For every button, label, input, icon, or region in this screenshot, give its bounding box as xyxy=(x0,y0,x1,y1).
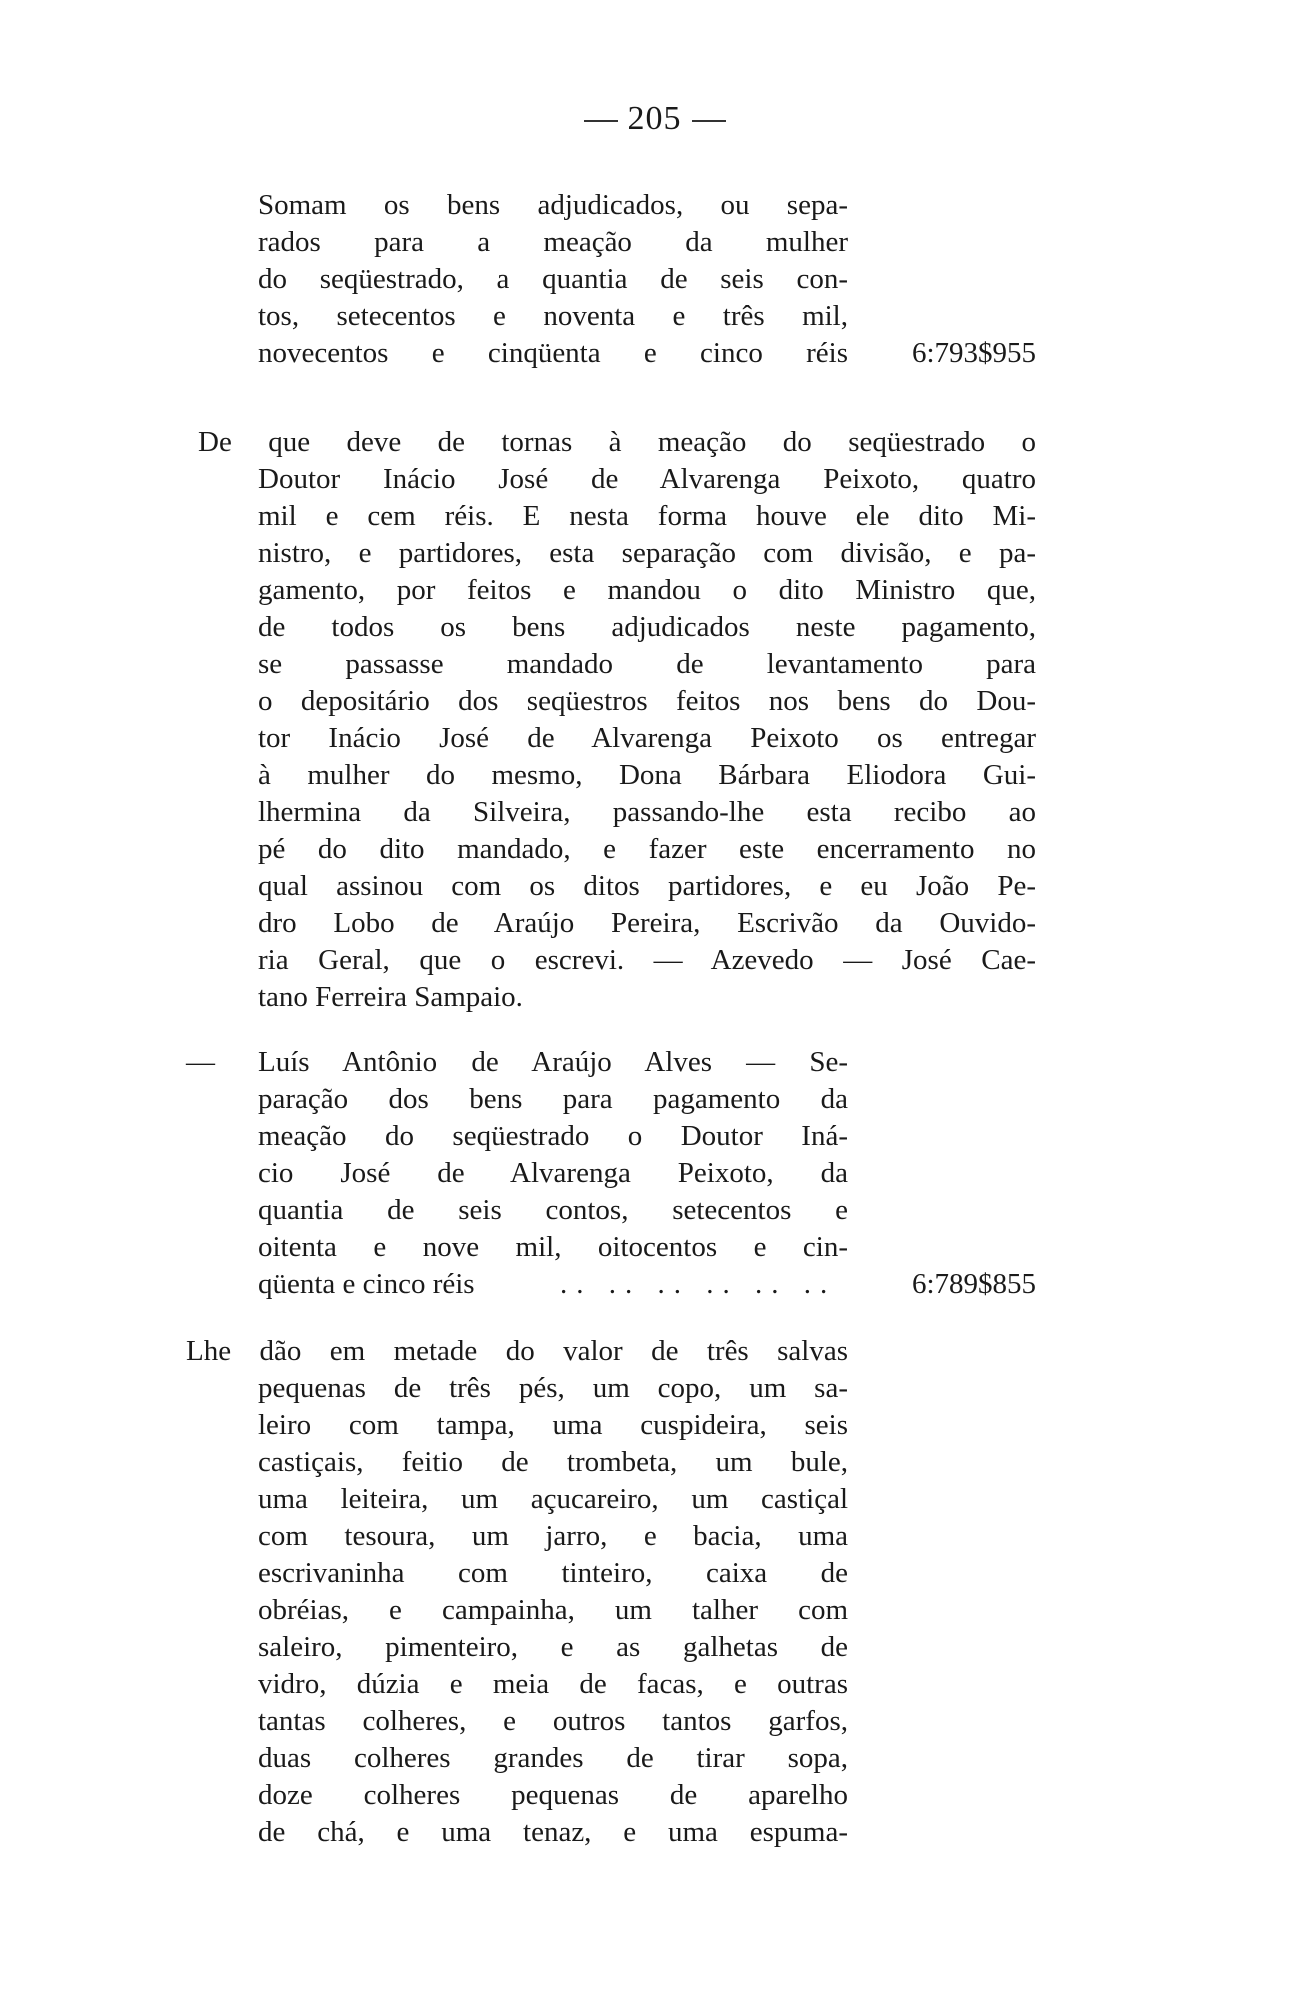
text-line: mil e cem réis. E nesta forma houve ele dito Mi- xyxy=(258,500,1036,532)
text-line: pequenas de três pés, um copo, um sa- xyxy=(258,1372,848,1404)
text-line: tantas colheres, e outros tantos garfos, xyxy=(258,1705,848,1737)
text-line: Somam os bens adjudicados, ou sepa- xyxy=(258,189,848,221)
text-line: pé do dito mandado, e fazer este encerramento no xyxy=(258,833,1036,865)
page-number xyxy=(0,100,1309,138)
text-line: lhermina da Silveira, passando-lhe esta recibo ao xyxy=(258,796,1036,828)
text-line: doze colheres pequenas de aparelho xyxy=(258,1779,848,1811)
page-number-dash-right xyxy=(692,120,726,122)
text-line: leiro com tampa, uma cuspideira, seis xyxy=(258,1409,848,1441)
text-line: tos, setecentos e noventa e três mil, xyxy=(258,300,848,332)
text-line: Luís Antônio de Araújo Alves — Se- xyxy=(258,1046,848,1078)
text-line: com tesoura, um jarro, e bacia, uma xyxy=(258,1520,848,1552)
text-line: meação do seqüestrado o Doutor Iná- xyxy=(258,1120,848,1152)
text-line: Doutor Inácio José de Alvarenga Peixoto, quatro xyxy=(258,463,1036,495)
text-line: escrivaninha com tinteiro, caixa de xyxy=(258,1557,848,1589)
text-line: de chá, e uma tenaz, e uma espuma- xyxy=(258,1816,848,1848)
text-line: qüenta e cinco réis xyxy=(258,1268,475,1300)
text-line: paração dos bens para pagamento da xyxy=(258,1083,848,1115)
lead-dash: — xyxy=(186,1046,215,1078)
text-line: quantia de seis contos, setecentos e xyxy=(258,1194,848,1226)
text-line: vidro, dúzia e meia de facas, e outras xyxy=(258,1668,848,1700)
text-line: De que deve de tornas à meação do seqüestrado o xyxy=(198,426,1036,458)
text-line: cio José de Alvarenga Peixoto, da xyxy=(258,1157,848,1189)
text-line: oitenta e nove mil, oitocentos e cin- xyxy=(258,1231,848,1263)
text-line: à mulher do mesmo, Dona Bárbara Eliodora Gui- xyxy=(258,759,1036,791)
text-line: duas colheres grandes de tirar sopa, xyxy=(258,1742,848,1774)
text-line: nistro, e partidores, esta separação com divisão, e pa- xyxy=(258,537,1036,569)
page-number-dash-left xyxy=(584,120,618,122)
text-line: rados para a meação da mulher xyxy=(258,226,848,258)
amount-value: 6:793$955 xyxy=(911,337,1036,369)
amount-value: 6:789$855 xyxy=(911,1268,1036,1300)
text-line: saleiro, pimenteiro, e as galhetas de xyxy=(258,1631,848,1663)
text-line: castiçais, feitio de trombeta, um bule, xyxy=(258,1446,848,1478)
text-line: tano Ferreira Sampaio. xyxy=(258,981,523,1013)
text-line: uma leiteira, um açucareiro, um castiçal xyxy=(258,1483,848,1515)
text-line: de todos os bens adjudicados neste pagamento, xyxy=(258,611,1036,643)
text-line: se passasse mandado de levantamento para xyxy=(258,648,1036,680)
text-line: novecentos e cinqüenta e cinco réis xyxy=(258,337,848,369)
text-line: obréias, e campainha, um talher com xyxy=(258,1594,848,1626)
text-line: do seqüestrado, a quantia de seis con- xyxy=(258,263,848,295)
text-line: dro Lobo de Araújo Pereira, Escrivão da Ouvido- xyxy=(258,907,1036,939)
text-line: tor Inácio José de Alvarenga Peixoto os entregar xyxy=(258,722,1036,754)
text-line: ria Geral, que o escrevi. — Azevedo — José Cae- xyxy=(258,944,1036,976)
text-line: gamento, por feitos e mandou o dito Ministro que, xyxy=(258,574,1036,606)
text-line: Lhe dão em metade do valor de três salvas xyxy=(186,1335,848,1367)
dot-leader: .. .. .. .. .. .. xyxy=(560,1268,837,1300)
text-line: qual assinou com os ditos partidores, e eu João Pe- xyxy=(258,870,1036,902)
page-number-text: 205 xyxy=(627,100,682,137)
text-line: o depositário dos seqüestros feitos nos bens do Dou- xyxy=(258,685,1036,717)
